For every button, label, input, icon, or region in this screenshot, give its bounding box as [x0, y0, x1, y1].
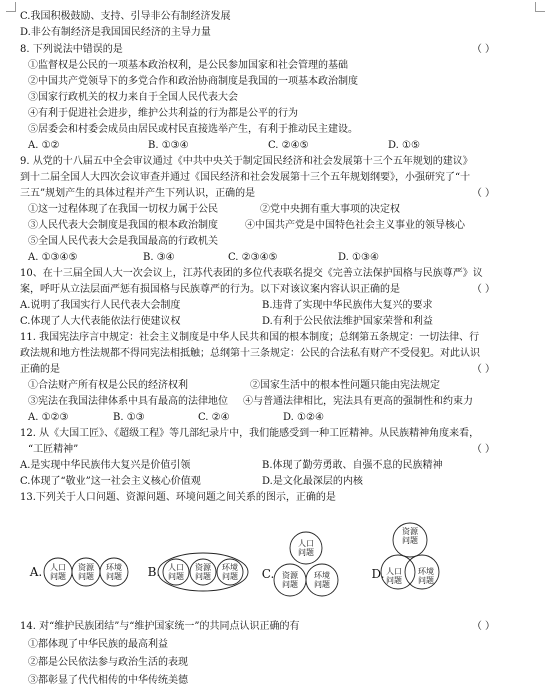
- population-label: 问题: [386, 576, 402, 586]
- q9-statement-3: ③人民代表大会制度是我国的根本政治制度: [28, 220, 218, 231]
- q10-option-b: B.违背了实现中华民族伟大复兴的要求: [262, 300, 433, 311]
- question-9-stem-2: 到十二届全国人大四次会议审查并通过《国民经济和社会发展第十三个五年规划纲要》，小强研究了“十: [20, 172, 471, 183]
- environment-label: 问题: [314, 580, 330, 590]
- q12-option-d: D.是文化最深层的内核: [262, 476, 363, 487]
- q11-option: B. ①③: [113, 412, 145, 423]
- resource-label: 问题: [195, 572, 211, 582]
- option-label: C.: [261, 567, 275, 581]
- question-11-stem: 11. 我国宪法序言中规定：社会主义制度是中华人民共和国的根本制度；总纲第五条规定：一切法律、行: [20, 332, 480, 343]
- q9-statement-5: ⑤全国人民代表大会是我国最高的行政机关: [28, 236, 218, 247]
- q11-option: A. ①②③: [28, 412, 69, 423]
- margin-corner-mark: [535, 2, 545, 12]
- resource-label: 资源: [195, 563, 211, 573]
- population-label: 人口: [50, 563, 66, 573]
- resource-label: 问题: [282, 580, 298, 590]
- q8-option: C. ②④⑤: [268, 140, 309, 151]
- question-10-stem-2: 案，呼吁从立法层面严惩有损国格与民族尊严的行为。以下对该议案内容认识正确的是: [20, 284, 400, 295]
- q11-statement-1: ①合法财产所有权是公民的经济权利: [28, 380, 188, 391]
- q7-option-c: C.我国积极鼓励、支持、引导非公有制经济发展: [20, 11, 231, 22]
- question-12-stem: 12. 从《大国工匠》、《超级工程》等几部纪录片中，我们能感受到一种工匠精神。从民族精神角度来看，: [20, 428, 480, 439]
- q7-option-d: D.非公有制经济是我国国民经济的主导力量: [20, 27, 211, 38]
- option-label: A.: [29, 565, 43, 579]
- q9-option: D. ①③④: [338, 252, 379, 263]
- option-label: B.: [147, 565, 161, 579]
- resource-label: 资源: [282, 571, 298, 581]
- q14-statement-3: ③都彰显了代代相传的中华传统美德: [28, 675, 188, 686]
- question-10-stem: 10、在十三届全国人大一次会议上，江苏代表团的多位代表联名提交《完善立法保护国格与民族尊严》议: [20, 268, 483, 279]
- q10-option-d: D.有利于公民依法维护国家荣誉和利益: [262, 316, 433, 327]
- answer-paren: （ ）: [471, 284, 495, 295]
- q8-option: A. ①②: [28, 140, 60, 151]
- population-label: 人口: [386, 567, 402, 577]
- q12-option-c: C.体现了“敬业”这一社会主义核心价值观: [20, 476, 201, 487]
- q8-statement-5: ⑤居委会和村委会成员由居民或村民直接选举产生，有利于推动民主建设。: [28, 124, 358, 135]
- q11-option: D. ①②④: [283, 412, 324, 423]
- answer-paren: （ ）: [471, 364, 495, 375]
- q10-option-c: C.体现了人大代表能依法行使建议权: [20, 316, 181, 327]
- q9-option: A. ①③④⑤: [28, 252, 78, 263]
- q8-statement-3: ③国家行政机关的权力来自于全国人民代表大会: [28, 92, 238, 103]
- margin-corner-mark: [6, 2, 16, 12]
- q9-option: B. ③④: [143, 252, 175, 263]
- q8-statement-1: ①监督权是公民的一项基本政治权利，是公民参加国家和社会管理的基础: [28, 60, 348, 71]
- q8-option: D. ①⑤: [388, 140, 420, 151]
- question-12-stem-2: “工匠精神”: [28, 444, 79, 455]
- q11-statement-2: ②国家生活中的根本性问题只能由宪法规定: [250, 380, 440, 391]
- q9-statement-4: ④中国共产党是中国特色社会主义事业的领导核心: [245, 220, 465, 231]
- q9-statement-1: ①这一过程体现了在我国一切权力属于公民: [28, 204, 218, 215]
- question-8-stem: 8. 下列说法中错误的是: [20, 44, 123, 55]
- q9-option: C. ②③④⑤: [228, 252, 278, 263]
- option-label: D.: [371, 567, 385, 581]
- q11-statement-3: ③宪法在我国法律体系中具有最高的法律地位: [28, 396, 228, 407]
- question-9-stem: 9. 从党的十八届五中全会审议通过《中共中央关于制定国民经济和社会发展第十三个五年规划的建议》: [20, 156, 473, 167]
- environment-label: 环境: [314, 571, 330, 581]
- environment-label: 问题: [222, 572, 238, 582]
- environment-label: 问题: [418, 576, 434, 586]
- question-9-stem-3: 三五”规划产生的具体过程并产生下列认识，正确的是: [20, 188, 256, 199]
- q10-option-a: A.说明了我国实行人民代表大会制度: [20, 300, 181, 311]
- q8-option: B. ①③④: [148, 140, 189, 151]
- q8-options: [28, 139, 420, 152]
- q9-options: [28, 251, 379, 264]
- resource-label: 问题: [402, 536, 418, 546]
- population-label: 问题: [50, 572, 66, 582]
- q14-statement-1: ①都体现了中华民族的最高利益: [28, 639, 168, 650]
- environment-label: 问题: [106, 572, 122, 582]
- population-label: 问题: [168, 572, 184, 582]
- environment-label: 环境: [418, 567, 434, 577]
- q8-statement-4: ④有利于促进社会进步，维护公共利益的行为都是公平的行为: [28, 108, 298, 119]
- q12-option-b: B.体现了勤劳勇敢、自强不息的民族精神: [262, 460, 443, 471]
- population-label: 人口: [168, 563, 184, 573]
- question-11-stem-2: 政法规和地方性法规都不得同宪法相抵触；总纲第十三条规定：公民的合法私有财产不受侵犯。对此认识: [20, 348, 480, 359]
- question-14-stem: 14. 对“维护民族团结”与“维护国家统一”的共同点认识正确的有: [20, 621, 300, 632]
- q11-option: C. ②④: [198, 412, 230, 423]
- answer-paren: （ ）: [471, 188, 495, 199]
- resource-label: 资源: [78, 563, 94, 573]
- q14-statement-2: ②都是公民依法参与政治生活的表现: [28, 657, 188, 668]
- q9-statement-2: ②党中央拥有重大事项的决定权: [260, 204, 400, 215]
- answer-paren: （ ）: [471, 44, 495, 55]
- question-13-stem: 13.下列关于人口问题、资源问题、环境问题之间关系的图示，正确的是: [20, 492, 336, 503]
- population-label: 问题: [298, 548, 314, 558]
- environment-label: 环境: [106, 563, 122, 573]
- q8-statement-2: ②中国共产党领导下的多党合作和政治协商制度是我国的一项基本政治制度: [28, 76, 358, 87]
- answer-paren: （ ）: [471, 621, 495, 632]
- resource-label: 资源: [402, 527, 418, 537]
- resource-label: 问题: [78, 572, 94, 582]
- environment-label: 环境: [222, 563, 238, 573]
- population-label: 人口: [298, 539, 314, 549]
- q11-statement-4: ④与普通法律相比，宪法具有更高的强制性和约束力: [243, 396, 473, 407]
- relationship-diagram: [0, 510, 551, 610]
- q11-options: [28, 411, 324, 424]
- q12-option-a: A.是实现中华民族伟大复兴是价值引领: [20, 460, 191, 471]
- question-11-stem-3: 正确的是: [20, 364, 60, 375]
- answer-paren: （ ）: [471, 444, 495, 455]
